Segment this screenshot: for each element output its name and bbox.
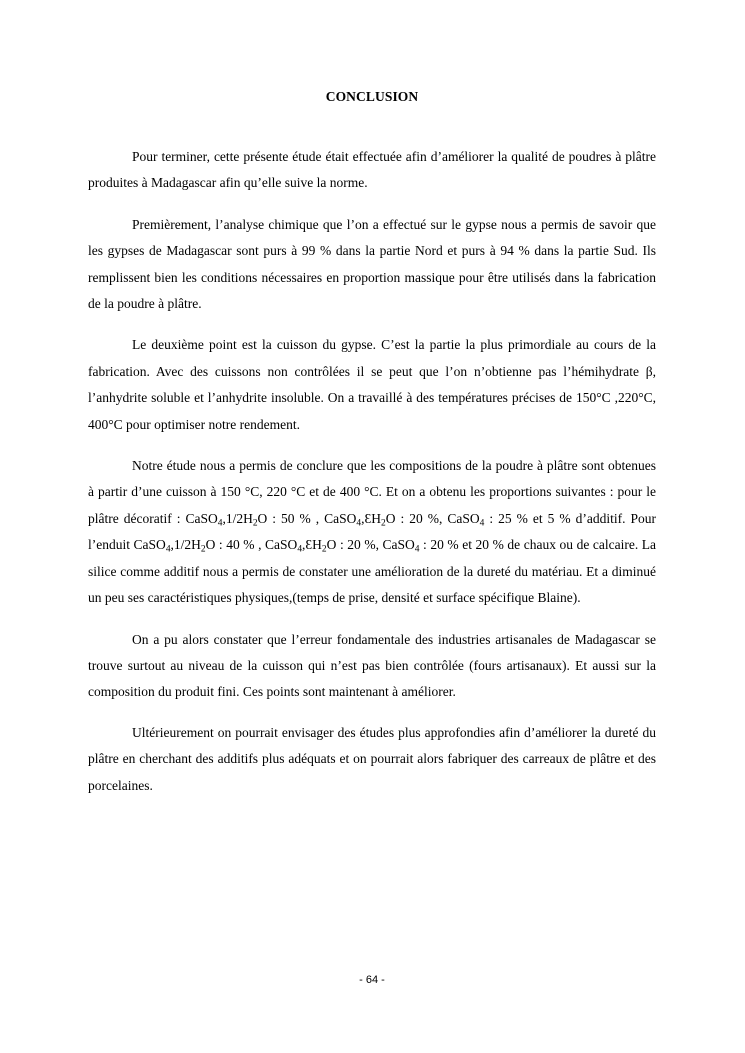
- paragraph-fundamental-error: On a pu alors constater que l’erreur fondamentale des industries artisanales de Madagascar se trouve surtout au niveau de la cuisson qui n’est pas bien contrôlée (fours artisanaux). Et aussi sur la composition du produit fini. Ces points sont maintenant à améliorer.: [88, 631, 656, 700]
- section-title: CONCLUSION: [325, 89, 419, 104]
- paragraph-intro: Pour terminer, cette présente étude était effectuée afin d’améliorer la qualité de poudres à plâtre produites à Madagascar afin qu’elle suive la norme.: [88, 149, 656, 191]
- paragraph-compositions: Notre étude nous a permis de conclure que les compositions de la poudre à plâtre sont obtenues à partir d’une cuisson à 150 °C, 220 °C et de 400 °C. Et on a obtenu les proportions suivantes : pour le plâtre décoratif : $CaSO_4,1/2H_2O$ : 50 % , $CaSO_4,ƐH_2O$ : 20 %, CaSO$_4$ : 25 % et 5 % d’additif. Pour l’enduit $CaSO_4,1/2H_2O$ : 40 % , $CaSO_4,ƐH_2O$ : 20 %, CaSO$_4$ : 20 % et 20 % de chaux ou de calcaire. La silice comme additif nous a permis de constater une amélioration de la dureté du matériau. Et a diminué un peu ses caractéristiques physiques,(temps de prise, densité et surface spécifique Blaine).: [88, 458, 656, 606]
- paragraph-chemical-analysis: Premièrement, l’analyse chimique que l’on a effectué sur le gypse nous a permis de savoir que les gypses de Madagascar sont purs à 99 % dans la partie Nord et purs à 94 % dans la partie Sud. Ils remplissent bien les conditions nécessaires en proportion massique pour être utilisés dans la fabrication de la poudre à plâtre.: [88, 216, 656, 312]
- page-number: - 64 -: [359, 974, 385, 986]
- paragraph-future-work: Ultérieurement on pourrait envisager des études plus approfondies afin d’améliorer la dureté du plâtre en cherchant des additifs plus adéquats et on pourrait alors fabriquer des carreaux de plâtre et des porcelaines.: [88, 724, 656, 793]
- document-page: [88, 0, 656, 1053]
- paragraph-firing: Le deuxième point est la cuisson du gypse. C’est la partie la plus primordiale au cours de la fabrication. Avec des cuissons non contrôlées il se peut que l’on n’obtienne pas l’hémihydrate β, l’anhydrite soluble et l’anhydrite insoluble. On a travaillé à des températures précises de 150°C ,220°C, 400°C pour optimiser notre rendement.: [88, 337, 656, 432]
- conclusion-body: [88, 144, 656, 814]
